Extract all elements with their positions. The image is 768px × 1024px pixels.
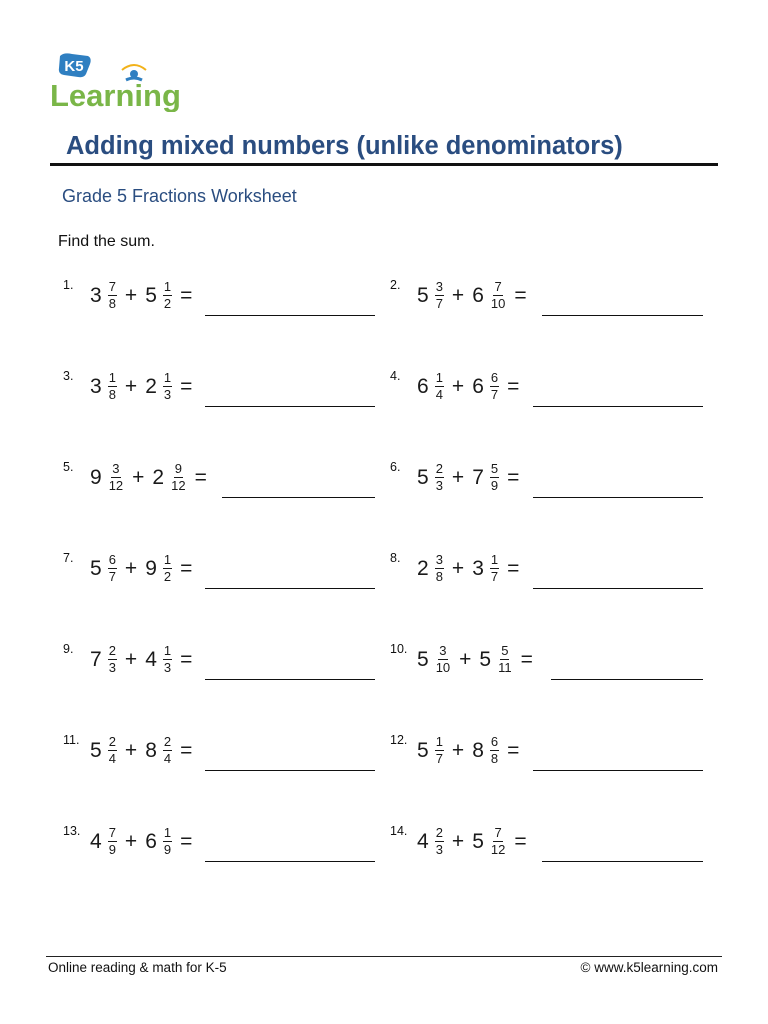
numerator: 6 (490, 734, 499, 749)
problem-item (63, 460, 383, 510)
plus-sign: + (451, 829, 465, 853)
equals-sign: = (507, 556, 520, 580)
problem-number: 2. (390, 278, 401, 292)
plus-sign: + (124, 556, 138, 580)
problem-number: 10. (390, 642, 408, 656)
numerator: 5 (501, 643, 509, 658)
whole-number: 5 (417, 738, 429, 762)
answer-blank[interactable] (205, 588, 375, 589)
answer-blank[interactable] (542, 315, 703, 316)
answer-blank[interactable] (222, 497, 375, 498)
equals-sign: = (514, 283, 527, 307)
denominator: 4 (435, 387, 443, 402)
whole-number: 2 (417, 556, 429, 580)
plus-sign: + (451, 465, 465, 489)
fraction (108, 280, 117, 311)
problem-item (63, 824, 383, 874)
worksheet-title: Adding mixed numbers (unlike denominators) (66, 132, 623, 160)
plus-sign: + (132, 465, 145, 489)
numerator: 3 (435, 552, 443, 567)
denominator: 7 (490, 387, 499, 402)
numerator: 5 (490, 461, 499, 476)
denominator: 10 (490, 296, 506, 311)
fraction (163, 280, 172, 311)
whole-number: 9 (90, 465, 102, 489)
answer-blank[interactable] (205, 315, 375, 316)
fraction (490, 826, 506, 857)
plus-sign: + (124, 374, 138, 398)
whole-number: 3 (90, 283, 102, 307)
problem-number: 13. (63, 824, 81, 838)
numerator: 2 (108, 734, 116, 749)
plus-sign: + (451, 556, 465, 580)
fraction (108, 462, 124, 493)
denominator: 2 (163, 296, 172, 311)
problem-item (63, 733, 383, 783)
problem-number: 5. (63, 460, 74, 474)
problem-expression (417, 644, 533, 675)
fraction (435, 735, 444, 766)
fraction (108, 644, 117, 675)
whole-number: 4 (90, 829, 102, 853)
fraction (490, 280, 506, 311)
whole-number: 3 (472, 556, 484, 580)
numerator: 1 (108, 370, 116, 385)
denominator: 12 (490, 842, 506, 857)
numerator: 2 (435, 461, 443, 476)
denominator: 3 (435, 842, 443, 857)
plus-sign: + (451, 283, 465, 307)
equals-sign: = (507, 738, 520, 762)
problem-expression (90, 280, 192, 311)
numerator: 9 (174, 461, 182, 476)
plus-sign: + (124, 647, 138, 671)
fraction (163, 826, 172, 857)
equals-sign: = (180, 374, 193, 398)
numerator: 1 (163, 643, 172, 658)
whole-number: 6 (472, 283, 484, 307)
numerator: 1 (163, 370, 172, 385)
problem-expression (90, 735, 192, 766)
fraction (490, 371, 499, 402)
denominator: 3 (435, 478, 443, 493)
whole-number: 8 (472, 738, 484, 762)
fraction (435, 553, 444, 584)
answer-blank[interactable] (205, 770, 375, 771)
numerator: 7 (108, 279, 116, 294)
denominator: 8 (490, 751, 499, 766)
fraction (163, 644, 172, 675)
denominator: 8 (108, 296, 116, 311)
problem-expression (417, 826, 527, 857)
numerator: 2 (163, 734, 172, 749)
numerator: 1 (490, 552, 499, 567)
problem-number: 3. (63, 369, 74, 383)
numerator: 3 (435, 279, 443, 294)
problem-number: 6. (390, 460, 401, 474)
problem-expression (90, 371, 192, 402)
fraction (163, 553, 172, 584)
whole-number: 5 (145, 283, 157, 307)
problem-item (390, 824, 710, 874)
whole-number: 7 (90, 647, 102, 671)
numerator: 1 (435, 370, 443, 385)
fraction (435, 826, 444, 857)
whole-number: 6 (145, 829, 157, 853)
problem-item (390, 460, 710, 510)
equals-sign: = (180, 283, 193, 307)
denominator: 2 (163, 569, 172, 584)
denominator: 9 (163, 842, 172, 857)
whole-number: 5 (417, 465, 429, 489)
fraction (435, 462, 444, 493)
answer-blank[interactable] (533, 770, 703, 771)
whole-number: 9 (145, 556, 157, 580)
answer-blank[interactable] (533, 497, 703, 498)
fraction (497, 644, 513, 675)
plus-sign: + (124, 829, 138, 853)
problem-number: 12. (390, 733, 408, 747)
whole-number: 2 (145, 374, 157, 398)
denominator: 11 (498, 660, 512, 675)
equals-sign: = (507, 465, 520, 489)
denominator: 7 (435, 751, 443, 766)
problem-number: 7. (63, 551, 74, 565)
problem-number: 1. (63, 278, 74, 292)
denominator: 4 (108, 751, 116, 766)
denominator: 3 (163, 387, 172, 402)
footer-website: © www.k5learning.com (580, 960, 718, 975)
numerator: 1 (163, 279, 172, 294)
problem-expression (417, 371, 519, 402)
denominator: 3 (163, 660, 172, 675)
footer-tagline: Online reading & math for K-5 (48, 960, 227, 975)
whole-number: 5 (417, 283, 429, 307)
numerator: 6 (108, 552, 116, 567)
fraction (108, 553, 117, 584)
problem-number: 14. (390, 824, 408, 838)
problem-number: 4. (390, 369, 401, 383)
numerator: 3 (439, 643, 447, 658)
answer-blank[interactable] (551, 679, 703, 680)
equals-sign: = (514, 829, 527, 853)
problem-expression (417, 462, 519, 493)
numerator: 2 (108, 643, 116, 658)
fraction (108, 735, 117, 766)
k5-learning-logo (48, 50, 188, 112)
fraction (490, 553, 499, 584)
denominator: 8 (435, 569, 443, 584)
problem-expression (417, 735, 519, 766)
denominator: 7 (108, 569, 116, 584)
answer-blank[interactable] (533, 406, 703, 407)
problem-number: 9. (63, 642, 74, 656)
numerator: 1 (435, 734, 443, 749)
denominator: 9 (108, 842, 116, 857)
plus-sign: + (451, 738, 465, 762)
fraction (170, 462, 186, 493)
fraction (435, 644, 451, 675)
whole-number: 2 (152, 465, 165, 489)
fraction (490, 462, 499, 493)
whole-number: 7 (472, 465, 484, 489)
problem-item (390, 278, 710, 328)
fraction (108, 826, 117, 857)
problem-item (63, 551, 383, 601)
equals-sign: = (180, 647, 193, 671)
numerator: 2 (435, 825, 443, 840)
problem-expression (90, 644, 192, 675)
plus-sign: + (451, 374, 465, 398)
denominator: 12 (108, 478, 124, 493)
whole-number: 4 (145, 647, 157, 671)
logo-badge-text: K5 (64, 58, 84, 75)
numerator: 3 (112, 461, 120, 476)
equals-sign: = (180, 829, 193, 853)
equals-sign: = (194, 465, 207, 489)
whole-number: 5 (90, 556, 102, 580)
equals-sign: = (180, 556, 193, 580)
logo-word-text: Learning (50, 78, 181, 112)
numerator: 7 (494, 279, 502, 294)
whole-number: 5 (417, 647, 429, 671)
whole-number: 8 (145, 738, 157, 762)
whole-number: 5 (479, 647, 492, 671)
numerator: 7 (494, 825, 502, 840)
worksheet-subtitle: Grade 5 Fractions Worksheet (62, 186, 297, 206)
plus-sign: + (124, 738, 138, 762)
problem-expression (417, 280, 527, 311)
denominator: 4 (163, 751, 172, 766)
plus-sign: + (459, 647, 472, 671)
fraction (163, 371, 172, 402)
problem-item (63, 642, 383, 692)
problem-expression (90, 826, 192, 857)
numerator: 1 (163, 552, 172, 567)
whole-number: 5 (472, 829, 484, 853)
numerator: 1 (163, 825, 172, 840)
equals-sign: = (507, 374, 520, 398)
problem-number: 8. (390, 551, 401, 565)
equals-sign: = (180, 738, 193, 762)
problem-expression (90, 462, 207, 493)
problem-number: 11. (63, 733, 80, 747)
instruction-text: Find the sum. (58, 233, 155, 250)
answer-blank[interactable] (542, 861, 703, 862)
footer-divider (46, 956, 722, 957)
problem-item (63, 369, 383, 419)
answer-blank[interactable] (205, 679, 375, 680)
whole-number: 6 (472, 374, 484, 398)
whole-number: 4 (417, 829, 429, 853)
problem-item (63, 278, 383, 328)
answer-blank[interactable] (205, 861, 375, 862)
denominator: 3 (108, 660, 116, 675)
whole-number: 5 (90, 738, 102, 762)
denominator: 10 (435, 660, 451, 675)
denominator: 8 (108, 387, 116, 402)
numerator: 7 (108, 825, 116, 840)
problem-item (390, 369, 710, 419)
denominator: 12 (171, 478, 186, 493)
answer-blank[interactable] (205, 406, 375, 407)
numerator: 6 (490, 370, 499, 385)
problem-expression (417, 553, 519, 584)
problem-item (390, 551, 710, 601)
problem-item (390, 733, 710, 783)
answer-blank[interactable] (533, 588, 703, 589)
problem-item (390, 642, 710, 692)
denominator: 9 (490, 478, 499, 493)
plus-sign: + (124, 283, 138, 307)
equals-sign: = (520, 647, 533, 671)
whole-number: 3 (90, 374, 102, 398)
whole-number: 6 (417, 374, 429, 398)
fraction (435, 280, 444, 311)
problem-expression (90, 553, 192, 584)
fraction (435, 371, 444, 402)
denominator: 7 (435, 296, 443, 311)
title-divider (50, 163, 718, 166)
fraction (163, 735, 172, 766)
fraction (108, 371, 117, 402)
denominator: 7 (490, 569, 499, 584)
fraction (490, 735, 499, 766)
